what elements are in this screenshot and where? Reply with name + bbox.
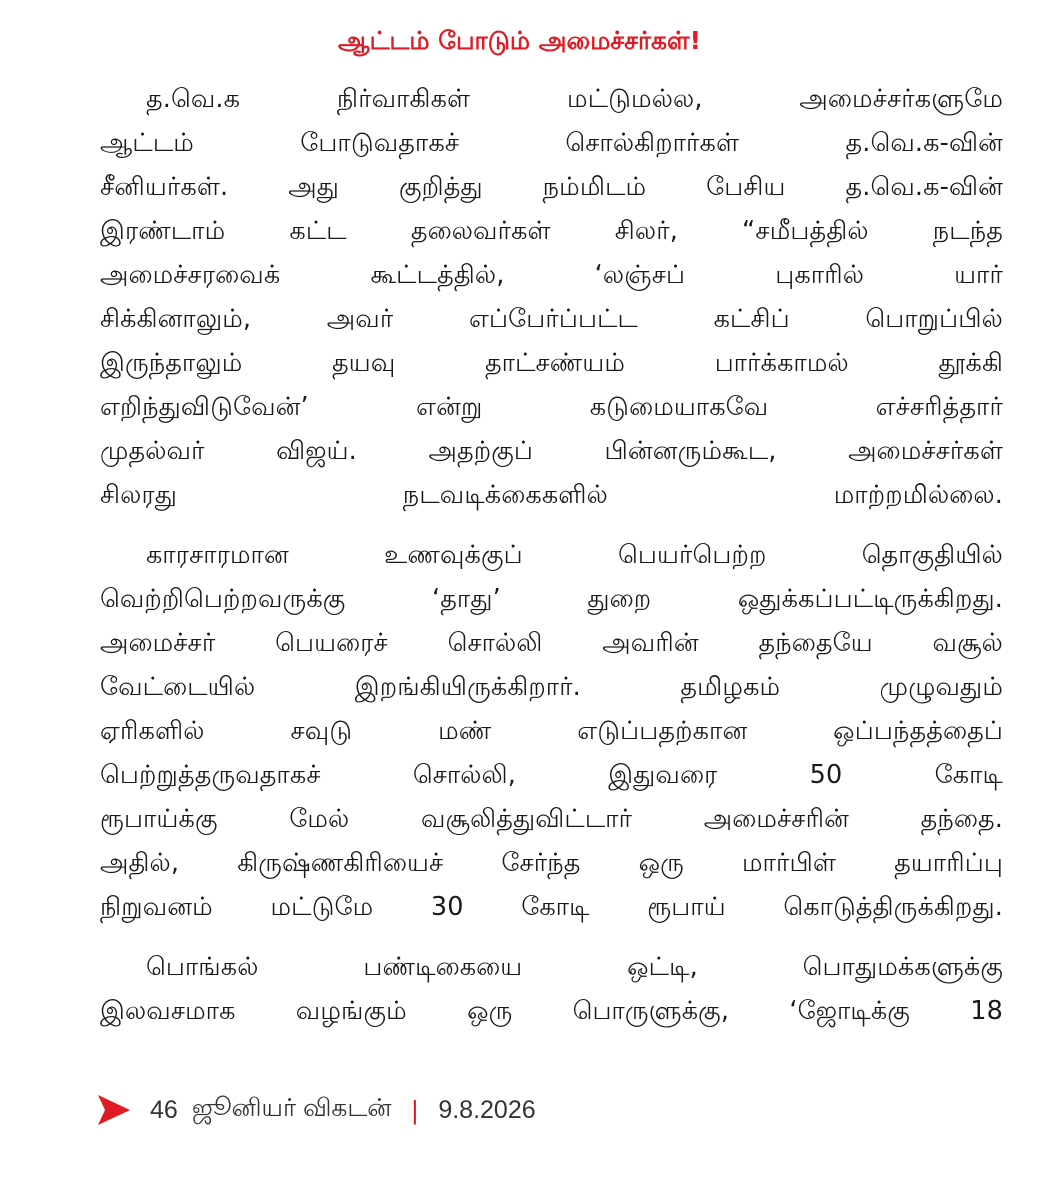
- text-line: அமைச்சரவைக் கூட்டத்தில், ‘லஞ்சப் புகாரில் யார்: [100, 260, 1003, 290]
- text-line: இலவசமாக வழங்கும் ஒரு பொருளுக்கு, ‘ஜோடிக்கு 18: [100, 996, 1003, 1026]
- magazine-name: ஜூனியர் விகடன்: [191, 1094, 392, 1122]
- cropped-previous-line: [90, 0, 1010, 7]
- text-line: எறிந்துவிடுவேன்’ என்று கடுமையாகவே எச்சரித்தார்: [100, 392, 1003, 422]
- text-line: இரண்டாம் கட்ட தலைவர்கள் சிலர், “சமீபத்தில் நடந்த: [100, 216, 1003, 246]
- article-paragraph-1: [100, 77, 1003, 517]
- text-line: இருந்தாலும் தயவு தாட்சண்யம் பார்க்காமல் தூக்கி: [100, 348, 1003, 378]
- text-line: நிறுவனம் மட்டுமே 30 கோடி ரூபாய் கொடுத்திருக்கிறது.: [100, 892, 1003, 922]
- text-line: பெற்றுத்தருவதாகச் சொல்லி, இதுவரை 50 கோடி: [100, 760, 1003, 790]
- text-line: வேட்டையில் இறங்கியிருக்கிறார். தமிழகம் முழுவதும்: [100, 672, 1003, 702]
- text-line: அதில், கிருஷ்ணகிரியைச் சேர்ந்த ஒரு மார்பிள் தயாரிப்பு: [100, 848, 1003, 878]
- text-line: முதல்வர் விஜய். அதற்குப் பின்னரும்கூட, அமைச்சர்கள்: [100, 436, 1003, 466]
- chevron-right-icon: [92, 1088, 136, 1132]
- text-line: ஏரிகளில் சவுடு மண் எடுப்பதற்கான ஒப்பந்தத்தைப்: [100, 716, 1003, 746]
- article-headline: ஆட்டம் போடும் அமைச்சர்கள்!: [337, 26, 702, 55]
- article-body: [100, 77, 1003, 1049]
- article-paragraph-3: [100, 945, 1003, 1033]
- text-line: த.வெ.க நிர்வாகிகள் மட்டுமல்ல, அமைச்சர்களுமே: [146, 84, 1003, 114]
- text-line: பொங்கல் பண்டிகையை ஒட்டி, பொதுமக்களுக்கு: [146, 952, 1003, 982]
- text-line: ஆட்டம் போடுவதாகச் சொல்கிறார்கள் த.வெ.க-வின்: [100, 128, 1003, 158]
- article-paragraph-2: [100, 533, 1003, 929]
- text-line: காரசாரமான உணவுக்குப் பெயர்பெற்ற தொகுதியில்: [146, 540, 1003, 570]
- text-line: சிக்கினாலும், அவர் எப்பேர்ப்பட்ட கட்சிப் பொறுப்பில்: [100, 304, 1003, 334]
- footer-divider: |: [411, 1094, 419, 1125]
- issue-date: 9.8.2026: [438, 1095, 536, 1124]
- text-line: ரூபாய்க்கு மேல் வசூலித்துவிட்டார் அமைச்சரின் தந்தை.: [100, 804, 1003, 834]
- text-line: சிலரது நடவடிக்கைகளில் மாற்றமில்லை.: [100, 480, 1003, 510]
- page-footer: [92, 1087, 536, 1133]
- page-number: 46: [150, 1095, 178, 1124]
- text-line: அமைச்சர் பெயரைச் சொல்லி அவரின் தந்தையே வசூல்: [100, 628, 1003, 658]
- text-line: வெற்றிபெற்றவருக்கு ‘தாது’ துறை ஒதுக்கப்பட்டிருக்கிறது.: [100, 584, 1003, 614]
- text-line: சீனியர்கள். அது குறித்து நம்மிடம் பேசிய த.வெ.க-வின்: [100, 172, 1003, 202]
